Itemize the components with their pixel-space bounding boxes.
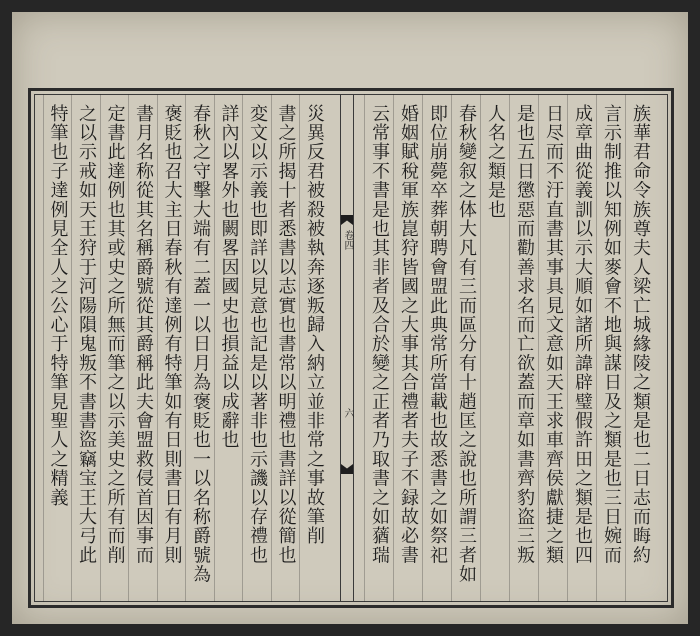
text-column: 春秋變叙之体大凡有三而區分有十趙匡之說也所謂三者如 bbox=[456, 104, 477, 584]
column-rule bbox=[567, 94, 568, 602]
text-column: 詳內以畧外也闕畧因國史也損益以成辭也 bbox=[218, 104, 240, 450]
column-rule bbox=[43, 94, 44, 602]
column-rule bbox=[393, 94, 394, 602]
column-rule bbox=[242, 94, 243, 602]
text-column: 災異反君被殺被執奔逐叛歸入納立並非常之事故筆削 bbox=[304, 104, 325, 546]
text-column: 褒貶也召大主日春秋有達例有特筆如有日則書日有月則 bbox=[161, 104, 183, 565]
column-rule bbox=[157, 94, 158, 602]
column-rule bbox=[100, 94, 101, 602]
column-rule bbox=[422, 94, 423, 602]
fold-column bbox=[340, 94, 354, 602]
text-column: 婚姻賦稅軍族崑狩皆國之大事其合禮者夫子不録故必書 bbox=[398, 104, 419, 565]
column-rule bbox=[480, 94, 481, 602]
volume-label: 卷四 bbox=[342, 230, 353, 250]
text-column: 族華君命令族尊夫人梁亡城緣陵之類是也二日志而晦約 bbox=[630, 104, 651, 565]
column-rule bbox=[214, 94, 215, 602]
text-column: 日尽而不汙直書其事具見文意如天王求車齊侯獻捷之類 bbox=[543, 104, 564, 565]
column-rule bbox=[509, 94, 510, 602]
column-rule bbox=[185, 94, 186, 602]
text-column: 言示制推以知例如麥會不地與謀日及之類是也三日婉而 bbox=[601, 104, 622, 565]
column-rule bbox=[538, 94, 539, 602]
text-column: 云常事不書是也其非者及合於變之正者乃取書之如蕕瑞 bbox=[369, 104, 390, 565]
column-rule bbox=[625, 94, 626, 602]
column-rule bbox=[596, 94, 597, 602]
text-column: 成章曲從義訓以示大順如諸所諱辟璧假許田之類是也四 bbox=[572, 104, 593, 565]
column-rule bbox=[128, 94, 129, 602]
text-column: 定書此達例也其或史之所無而筆之以示美史之所有而削 bbox=[104, 104, 126, 565]
column-rule bbox=[71, 94, 72, 602]
text-column: 書之所揭十者悉書以志實也書常以明禮也書詳以從簡也 bbox=[275, 104, 297, 565]
text-column: 春秋之守擊大端有二蓋一以日月為褒貶也一以名称爵號為 bbox=[190, 104, 211, 584]
text-column: 変文以示義也即詳以見意也記是以著非也示譏以存禮也 bbox=[247, 104, 268, 565]
column-rule bbox=[451, 94, 452, 602]
column-rule bbox=[364, 94, 365, 602]
text-column: 特筆也子達例見全人之公心于特筆見聖人之精義 bbox=[47, 104, 69, 508]
text-column: 人名之類是也 bbox=[485, 104, 506, 220]
folio-number: 六 bbox=[342, 408, 353, 418]
column-rule bbox=[299, 94, 300, 602]
text-column: 書月名称從其名稱爵號從其爵稱此夫會盟救侵首因事而 bbox=[133, 104, 154, 565]
text-column: 是也五日懲惡而勸善求名而亡欲蓋而章如書齊豹盗三叛 bbox=[514, 104, 535, 565]
text-column: 之以示戒如天王狩于河陽隕鬼叛不書書盜竊宝王大弓此 bbox=[76, 104, 97, 565]
text-column: 即位崩薨卒葬朝聘會盟此典常所當載也故悉書之如祭祀 bbox=[427, 104, 448, 565]
column-rule bbox=[271, 94, 272, 602]
